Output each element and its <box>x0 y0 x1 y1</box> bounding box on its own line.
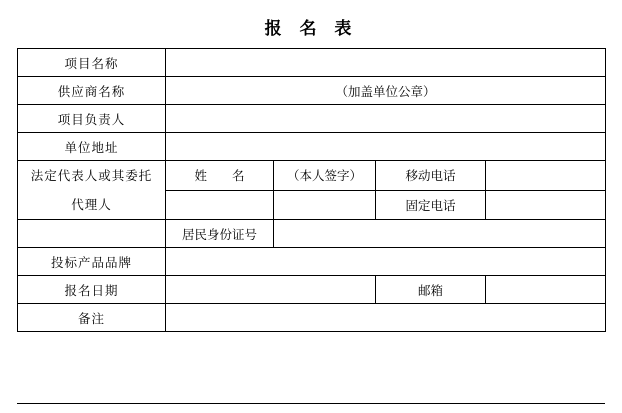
project-name-label: 项目名称 <box>18 49 166 77</box>
mobile-phone-value[interactable] <box>486 161 606 191</box>
email-label: 邮箱 <box>376 276 486 304</box>
project-name-value[interactable] <box>166 49 606 77</box>
table-row <box>18 105 606 133</box>
id-card-label: 居民身份证号 <box>166 220 274 248</box>
fixed-phone-label: 固定电话 <box>376 190 486 220</box>
legal-representative-label-line2: 代理人 <box>71 197 112 212</box>
table-row <box>18 161 606 191</box>
mobile-phone-label: 移动电话 <box>376 161 486 191</box>
bid-brand-label: 投标产品品牌 <box>18 248 166 276</box>
name-value[interactable] <box>166 190 274 220</box>
bid-brand-value[interactable] <box>166 248 606 276</box>
signature-label[interactable]: （本人签字） <box>274 161 376 191</box>
table-row <box>18 248 606 276</box>
legal-representative-spacer <box>18 220 166 248</box>
legal-representative-label <box>18 161 166 220</box>
registration-form-table <box>17 48 606 332</box>
table-row <box>18 304 606 332</box>
supplier-name-value[interactable]: （加盖单位公章） <box>166 77 606 105</box>
apply-date-label: 报名日期 <box>18 276 166 304</box>
email-value[interactable] <box>486 276 606 304</box>
table-row <box>18 220 606 248</box>
table-row <box>18 133 606 161</box>
table-row <box>18 77 606 105</box>
page-title: 报 名 表 <box>264 19 358 39</box>
bottom-divider <box>17 403 605 404</box>
remark-label: 备注 <box>18 304 166 332</box>
signature-value[interactable] <box>274 190 376 220</box>
unit-address-label: 单位地址 <box>18 133 166 161</box>
unit-address-value[interactable] <box>166 133 606 161</box>
project-leader-label: 项目负责人 <box>18 105 166 133</box>
project-leader-value[interactable] <box>166 105 606 133</box>
id-card-value[interactable] <box>274 220 606 248</box>
legal-representative-label-line1: 法定代表人或其委托 <box>30 168 153 183</box>
apply-date-value[interactable] <box>166 276 376 304</box>
supplier-name-label: 供应商名称 <box>18 77 166 105</box>
table-row <box>18 276 606 304</box>
fixed-phone-value[interactable] <box>486 190 606 220</box>
table-row <box>18 49 606 77</box>
remark-value[interactable] <box>166 304 606 332</box>
name-label: 姓 名 <box>166 161 274 191</box>
